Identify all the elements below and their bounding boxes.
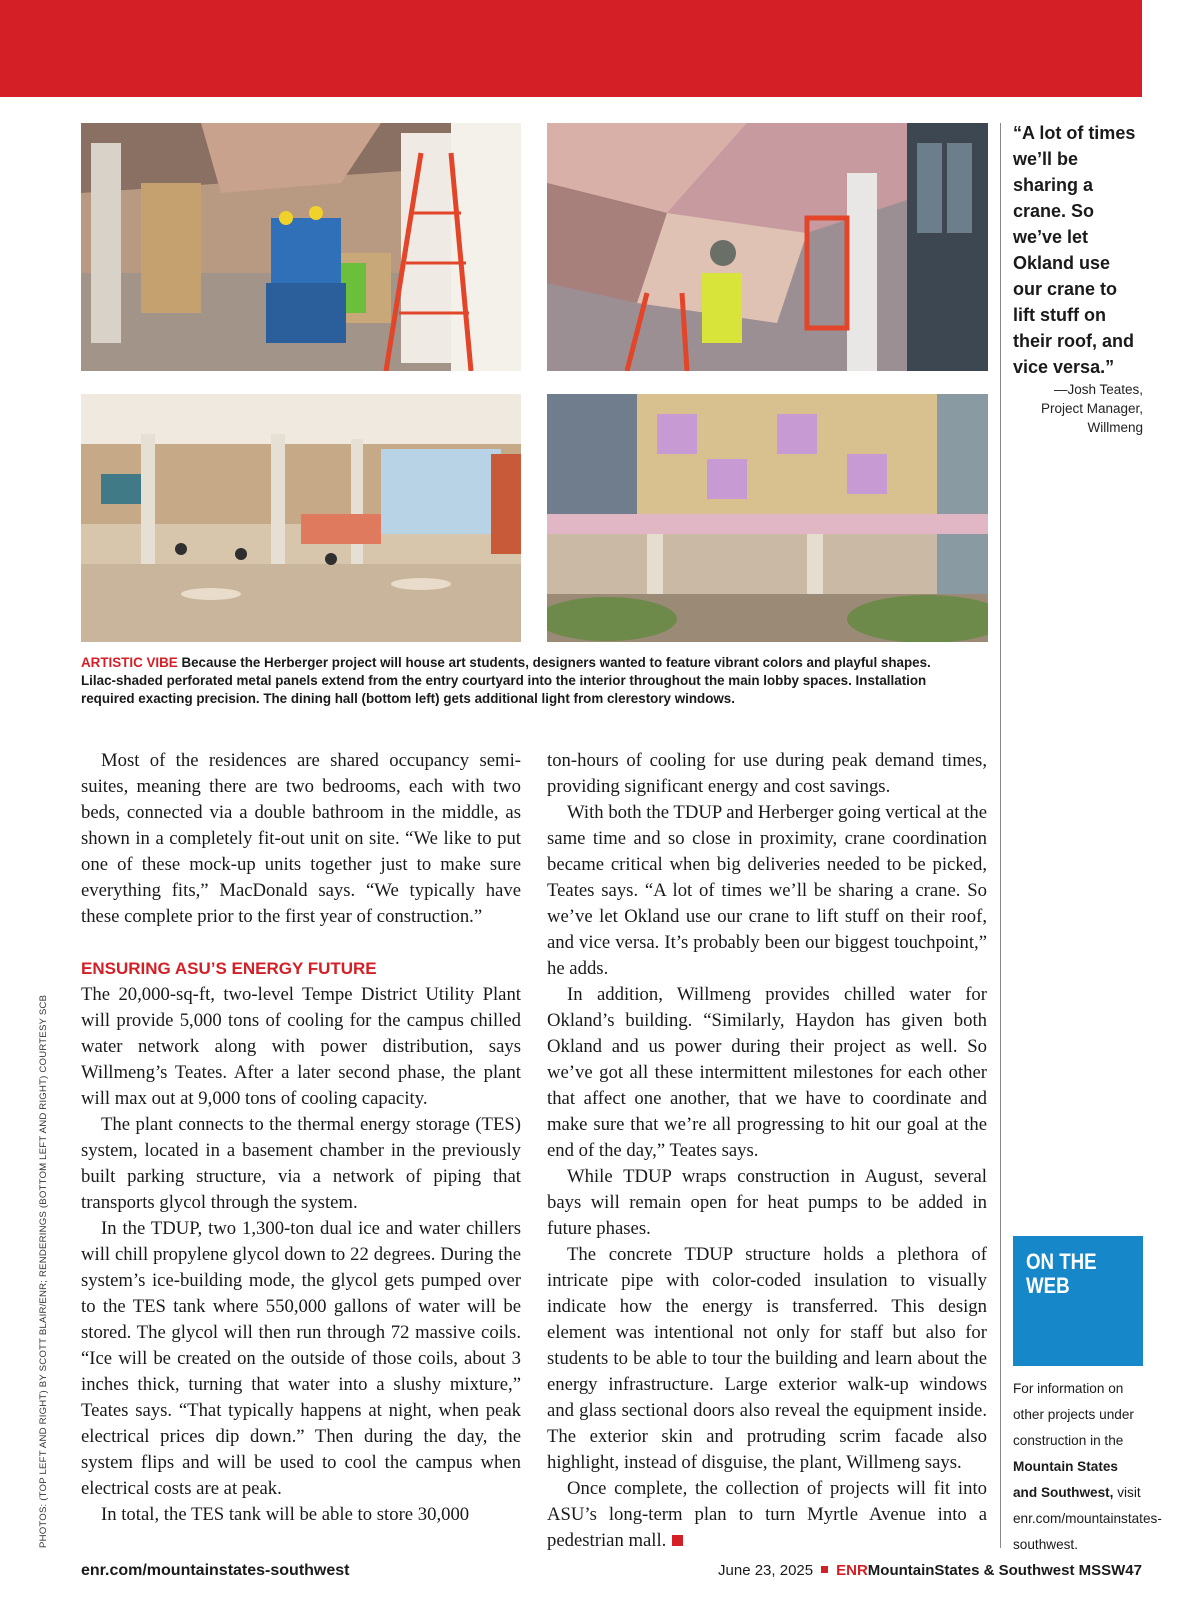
article-column-2: [547, 748, 987, 1554]
pull-quote-attribution: [1013, 380, 1143, 437]
pull-quote-text: “A lot of times we’ll be sharing a crane. So we’ve let Okland use our crane to lift stuff on their roof, and vice versa.”: [1013, 123, 1136, 377]
attribution-company: Willmeng: [1087, 420, 1143, 435]
paragraph: While TDUP wraps construction in August, several bays will remain open for heat pumps to be added in future phases.: [547, 1166, 987, 1239]
article-column-1: [81, 748, 521, 1528]
paragraph: ton-hours of cooling for use during peak demand times, providing significant energy and cost savings.: [547, 750, 987, 797]
footer-publication: MountainStates & Southwest: [867, 1562, 1075, 1579]
footer-url[interactable]: enr.com/mountainstates-southwest: [81, 1562, 350, 1579]
paragraph: In addition, Willmeng provides chilled water for Okland’s building. “Similarly, Haydon has given both Okland and us power during their project as well. So we’ve got all these intermittent milestones for each other that affect one another, that we have to coordinate and make sure that we’re all progressing to hit our goal at the end of the day,” Teates says.: [547, 984, 987, 1161]
paragraph: The 20,000-sq-ft, two-level Tempe District Utility Plant will provide 5,000 tons of cooling for the campus chilled water network along with power distribution, says Willmeng’s Teates. After a later second phase, the plant will max out at 9,000 tons of cooling capacity.: [81, 984, 521, 1109]
section-heading: ENSURING ASU’S ENERGY FUTURE: [81, 959, 377, 978]
caption-lead: ARTISTIC VIBE: [81, 655, 178, 670]
web-text-bold: Mountain States and Southwest,: [1013, 1459, 1118, 1500]
footer-folio: [718, 1562, 1142, 1579]
on-the-web-box: [1013, 1236, 1143, 1366]
footer-brand: ENR: [836, 1562, 868, 1579]
attribution-title: Project Manager,: [1040, 401, 1143, 416]
paragraph: With both the TDUP and Herberger going vertical at the same time and so close in proximity, crane coordination became critical when big deliveries needed to be picked, Teates says. “A lot of times we’ll be sharing a crane. So we’ve let Okland use our crane to lift stuff on their roof, and vice versa. It’s probably been our biggest touchpoint,” he adds.: [547, 802, 987, 979]
web-text-before: For information on other projects under construction in the: [1013, 1381, 1134, 1448]
on-the-web-text: [1013, 1376, 1162, 1558]
paragraph: In the TDUP, two 1,300-ton dual ice and water chillers will chill propylene glycol down to 22 degrees. During the system’s ice-building mode, the glycol gets pumped over to the TES tank where 550,000 gallons of water will be stored. The glycol will then run through 72 massive coils. “Ice will be created on the outside of those coils, about 3 inches thick, turning that water into a slushy mixture,” Teates says. “That typically happens at night, when peak electrical prices dip down.” Then during the day, the system flips and will be used to cool the campus when electrical costs are at peak.: [81, 1218, 521, 1499]
photo-worker-installing-panels: [547, 123, 988, 371]
footer-page-number: MSSW47: [1078, 1562, 1142, 1579]
end-mark-icon: [672, 1535, 683, 1546]
pull-quote: [1013, 120, 1143, 437]
paragraph-final: [547, 1476, 987, 1554]
on-the-web-title-line1: ON THE: [1026, 1249, 1097, 1274]
photo-caption: [81, 654, 961, 708]
paragraph: The plant connects to the thermal energy storage (TES) system, located in a basement chamber in the previously built parking structure, via a network of piping that transports glycol through the system.: [81, 1114, 521, 1213]
paragraph-text: Once complete, the collection of projects will fit into ASU’s long-term plan to turn Myrtle Avenue into a pedestrian mall.: [547, 1478, 987, 1551]
photo-dining-hall-rendering: [81, 394, 521, 642]
paragraph: In total, the TES tank will be able to store 30,000: [101, 1504, 470, 1525]
paragraph: Most of the residences are shared occupancy semi-suites, meaning there are two bedrooms, each with two beds, connected via a double bathroom in the middle, as shown in a completely fit-out unit on site. “We like to put one of these mock-up units together just to make sure everything fits,” MacDonald says. “We typically have these complete prior to the first year of construction.”: [81, 750, 521, 927]
footer-date: June 23, 2025: [718, 1562, 814, 1579]
footer-square-icon: [821, 1566, 828, 1573]
photo-construction-interior-lift: [81, 123, 521, 371]
photo-courtyard-exterior-rendering: [547, 394, 988, 642]
photo-credit: PHOTOS: (TOP LEFT AND RIGHT) BY SCOTT BLAIR/ENR; RENDERINGS (BOTTOM LEFT AND RIGHT) COURTESY SCB: [38, 994, 49, 1548]
web-text-after: visit enr.com/mountainstates-southwest.: [1013, 1485, 1162, 1552]
on-the-web-title: [1026, 1250, 1097, 1298]
attribution-name: —Josh Teates,: [1053, 382, 1143, 397]
on-the-web-title-line2: WEB: [1026, 1273, 1070, 1298]
caption-text: Because the Herberger project will house art students, designers wanted to feature vibrant colors and playful shapes. Lilac-shaded perforated metal panels extend from the entry courtyard into the interior throughout the main lobby spaces. Installation required exacting precision. The dining hall (bottom left) gets additional light from clerestory windows.: [81, 655, 931, 706]
top-red-band: [0, 0, 1142, 97]
column-divider: [1000, 123, 1001, 1548]
paragraph: The concrete TDUP structure holds a plethora of intricate pipe with color-coded insulation to visually indicate how the energy is transferred. This design element was intentional not only for staff but also for students to be able to tour the building and learn about the energy infrastructure. Large exterior walk-up windows and glass sectional doors also reveal the equipment inside. The exterior skin and protruding scrim facade also highlight, instead of disguise, the plant, Willmeng says.: [547, 1244, 987, 1473]
